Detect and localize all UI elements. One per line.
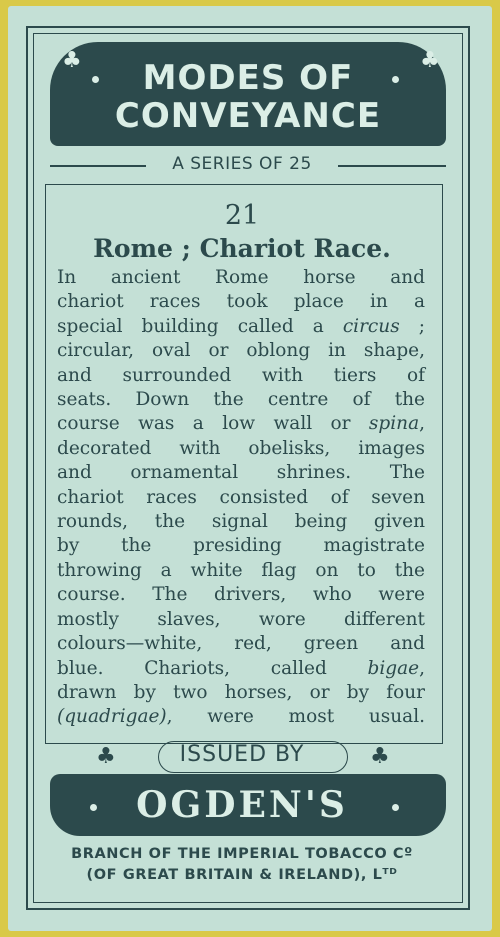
description-line: In ancient Rome horse and <box>57 267 425 288</box>
description-line: seats. Down the centre of the <box>57 389 425 411</box>
description-line: colours—white, red, green and <box>57 633 425 655</box>
description-line: mostly slaves, wore different <box>57 608 425 630</box>
card-number: 21 <box>224 200 260 231</box>
description-line: decorated with obelisks, images <box>57 437 425 459</box>
title-line-2: CONVEYANCE <box>114 96 382 136</box>
description-line: (quadrigae), were most usual. <box>57 706 425 728</box>
description-line: chariot races consisted of seven <box>57 486 425 508</box>
clover-ornament-icon: ♣ <box>420 48 440 73</box>
card-title: Rome ; Chariot Race. <box>93 234 391 263</box>
title-line-1: MODES OF <box>142 58 354 98</box>
clover-ornament-icon: ♣ <box>62 48 82 73</box>
brand-name: OGDEN'S <box>136 784 348 826</box>
issued-by-label: ISSUED BY <box>179 742 305 767</box>
description-line: rounds, the signal being given <box>57 511 425 533</box>
publisher-line-2: (OF GREAT BRITAIN & IRELAND), Lᵀᴰ <box>86 867 398 883</box>
description-line: and ornamental shrines. The <box>57 462 425 484</box>
description-line: blue. Chariots, called bigae, <box>57 657 425 679</box>
description-line: by the presiding magistrate <box>57 535 425 557</box>
series-label: A SERIES OF 25 <box>172 154 312 174</box>
clover-ornament-icon: ♣ <box>370 744 390 769</box>
publisher-line-1: BRANCH OF THE IMPERIAL TOBACCO Cº <box>71 846 413 862</box>
description-line: chariot races took place in a <box>57 291 425 313</box>
clover-ornament-icon: ♣ <box>96 744 116 769</box>
description-line: course. The drivers, who were <box>57 584 425 606</box>
description-line: throwing a white flag on to the <box>57 559 425 581</box>
description-line: and surrounded with tiers of <box>57 364 425 386</box>
description-line: course was a low wall or spina, <box>57 413 425 435</box>
description <box>57 266 425 730</box>
description-line: drawn by two horses, or by four <box>57 681 425 703</box>
description-line: circular, oval or oblong in shape, <box>57 340 425 362</box>
description-line: special building called a circus ; <box>57 315 425 337</box>
